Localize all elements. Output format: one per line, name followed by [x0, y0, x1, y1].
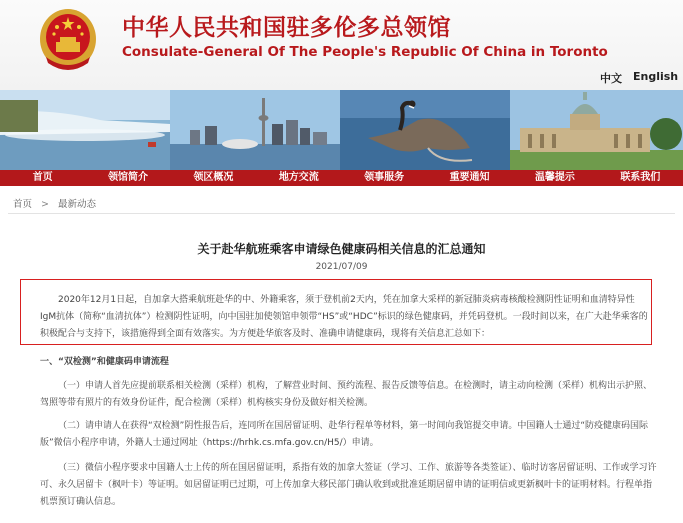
site-header	[0, 0, 683, 90]
legislature-building-image	[510, 90, 683, 170]
divider	[8, 213, 675, 214]
breadcrumb-home-link[interactable]: 首页	[13, 199, 33, 210]
national-emblem-icon	[38, 7, 98, 73]
nav-tips[interactable]: 温馨提示	[534, 172, 575, 183]
breadcrumb-separator: >	[41, 199, 50, 210]
nav-contact-us[interactable]: 联系我们	[620, 172, 661, 183]
site-title-english: Consulate-General Of The People's Republic Of China in Toronto	[122, 44, 608, 60]
article-title: 关于赴华航班乘客申请绿色健康码相关信息的汇总通知	[197, 242, 486, 256]
language-english-link[interactable]: English	[633, 70, 679, 83]
article-paragraph-2: （二）请申请人在获得“双检测”阴性报告后，连同所在国居留证明、赴华行程单等材料，第一时间向我馆提交申请。中国籍人士通过“防疫健康码国际版”微信小程序申请，外籍人士通过网址（https://hrhk.cs.mfa.gov.cn/H5/）申请。	[40, 421, 648, 448]
article-date: 2021/07/09	[315, 262, 368, 272]
nav-local-exchange[interactable]: 地方交流	[278, 172, 319, 183]
nav-important-notices[interactable]: 重要通知	[449, 172, 490, 183]
section-heading: 一、“双检测”和健康码申请流程	[40, 357, 169, 367]
language-chinese-link[interactable]: 中文	[600, 72, 622, 85]
toronto-skyline-image	[170, 90, 340, 170]
site-title-chinese: 中华人民共和国驻多伦多总领馆	[122, 15, 451, 41]
article-intro-paragraph: 2020年12月1日起，自加拿大搭乘航班赴华的中、外籍乘客，须于登机前2天内，凭在加拿大采样的新冠肺炎病毒核酸检测阴性证明和血清特异性IgM抗体（简称“血清抗体”）检测阴性证明，向中国驻加使领馆申领带“HS”或“HDC”标识的绿色健康码，并凭码登机。一段时间以来，在广大赴华乘客的积极配合与支持下，该措施得到全面有效落实。为方便赴华旅客及时、准确申请健康码，现将有关信息汇总如下：	[40, 295, 648, 339]
breadcrumb	[13, 196, 96, 210]
nav-consulate-intro[interactable]: 领馆简介	[108, 172, 149, 183]
banner-image	[0, 90, 683, 170]
article-paragraph-3: （三）微信小程序要求中国籍人士上传的所在国居留证明，系指有效的加拿大签证（学习、工作、旅游等各类签证）、临时访客居留证明、工作或学习许可、永久居留卡（枫叶卡）等证明。如居留证明已过期，可上传加拿大移民部门确认收到或批准延期居留申请的证明信或更新枫叶卡的证明材料。行程单指机票预订确认信息。	[40, 463, 657, 507]
nav-district-overview[interactable]: 领区概况	[193, 172, 234, 183]
breadcrumb-latest-news-link[interactable]: 最新动态	[58, 199, 97, 210]
canada-goose-image	[340, 90, 510, 170]
main-navigation	[0, 170, 683, 186]
nav-consular-services[interactable]: 领事服务	[364, 172, 405, 183]
article-paragraph-1: （一）申请人首先应提前联系相关检测（采样）机构，了解营业时间、预约流程、报告反馈等信息。在检测时，请主动向检测（采样）机构出示护照、驾照等带有照片的有效身份证件，配合检测（采样）机构核实身份及做好相关检测。	[40, 381, 653, 408]
niagara-falls-image	[0, 90, 170, 170]
nav-home[interactable]: 首页	[32, 172, 53, 183]
